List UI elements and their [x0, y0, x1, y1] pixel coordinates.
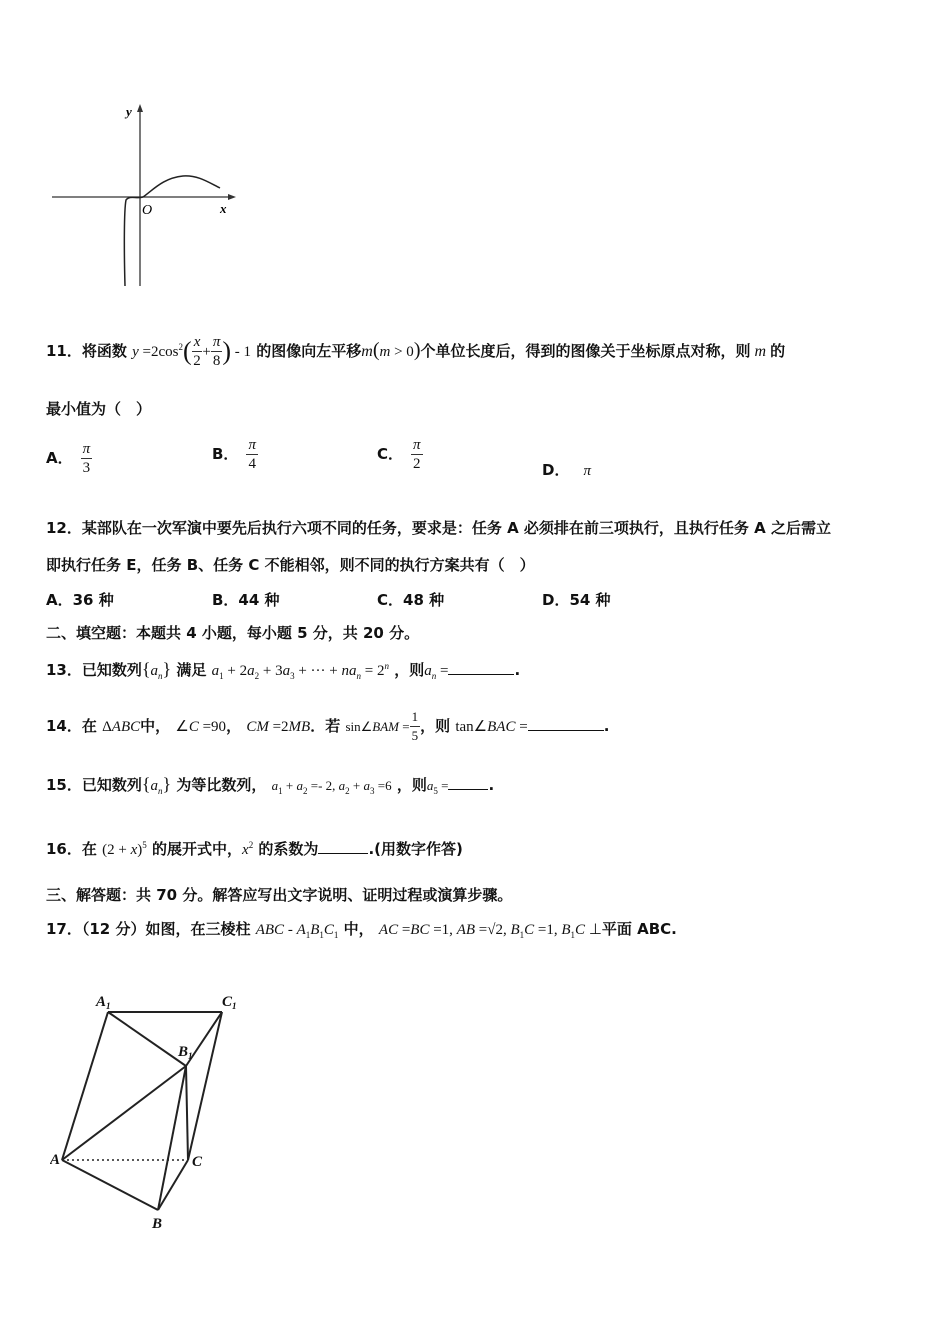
q11-option-d[interactable]: D． π [542, 461, 591, 479]
q16: 16．在 $(2 + x)^5$ 的展开式中，$x^2$ 的系数为 .(用数字作答) [46, 840, 463, 858]
label-c: C [192, 1154, 203, 1170]
q12-option-b[interactable]: B．44 种 [212, 591, 280, 609]
y-label: y [126, 104, 132, 119]
q11-line1: 11．将函数 $y =2\cos^2$( $\frac{x}{2}$ + $\frac{\pi}{8}$ ) - 1 的图像向左平移m(m > 0)个单位长度后，得到的图像关于坐标原点对称，则 m 的 [46, 334, 786, 369]
label-a1: $A_1$ [96, 994, 111, 1011]
function-graph [48, 100, 238, 290]
q12-option-d[interactable]: D．54 种 [542, 591, 611, 609]
section2-heading: 二、填空题：本题共 4 小题，每小题 5 分，共 20 分。 [46, 624, 420, 642]
label-b1: $B_1$ [178, 1044, 193, 1061]
q13-answer-blank[interactable] [448, 674, 514, 675]
q14-answer-blank[interactable] [528, 730, 604, 731]
q13: 13．已知数列$\{a_n\}$ 满足 $a_1 + 2a_2 + 3a_3$ + ··· + $na_n = 2^n$ ，则$a_n$ = . [46, 659, 521, 681]
origin-label: O [142, 203, 153, 218]
q12-line2: 即执行任务 E，任务 B、任务 C 不能相邻，则不同的执行方案共有（ ） [46, 556, 535, 574]
q15-answer-blank[interactable] [448, 789, 488, 790]
q11-line2: 最小值为（ ） [46, 400, 152, 418]
q14: 14．在 ΔABC中， ∠C =90， CM =2MB．若 sin∠BAM = $\frac{1}{5}$ ，则 tan∠BAC = . [46, 709, 610, 743]
q15: 15．已知数列$\{a_n\}$ 为等比数列， $a_1 + a_2 =- 2$, $a_2 + a_3 =6$ ，则$a_5$ = . [46, 774, 495, 796]
q11-option-a[interactable]: A． $\frac{\pi}{3}$ [46, 441, 91, 476]
q12-option-c[interactable]: C．48 种 [377, 591, 445, 609]
curve-right [143, 176, 220, 197]
q12-line1: 12．某部队在一次军演中要先后执行六项不同的任务，要求是：任务 A 必须排在前三项执行，且执行任务 A 之后需立 [46, 519, 831, 537]
section3-heading: 三、解答题：共 70 分。解答应写出文字说明、证明过程或演算步骤。 [46, 886, 513, 904]
x-label: x [220, 201, 227, 216]
label-a: A [50, 1152, 61, 1168]
q12-option-a[interactable]: A．36 种 [46, 591, 114, 609]
q11-option-c[interactable]: C． $\frac{\pi}{2}$ [377, 437, 421, 472]
y-axis-arrow [137, 104, 143, 112]
label-b: B [152, 1216, 163, 1232]
q17: 17．（12 分）如图，在三棱柱 ABC - $A_1B_1C_1$ 中， AC =BC =1, AB =√2, $B_1C =1$, $B_1C$ ⊥平面 ABC. [46, 920, 677, 940]
x-axis-arrow [228, 194, 236, 200]
prism-figure [50, 988, 250, 1233]
label-c1: $C_1$ [222, 994, 237, 1011]
q11-option-b[interactable]: B． $\frac{\pi}{4}$ [212, 437, 256, 472]
q16-answer-blank[interactable] [318, 853, 368, 854]
